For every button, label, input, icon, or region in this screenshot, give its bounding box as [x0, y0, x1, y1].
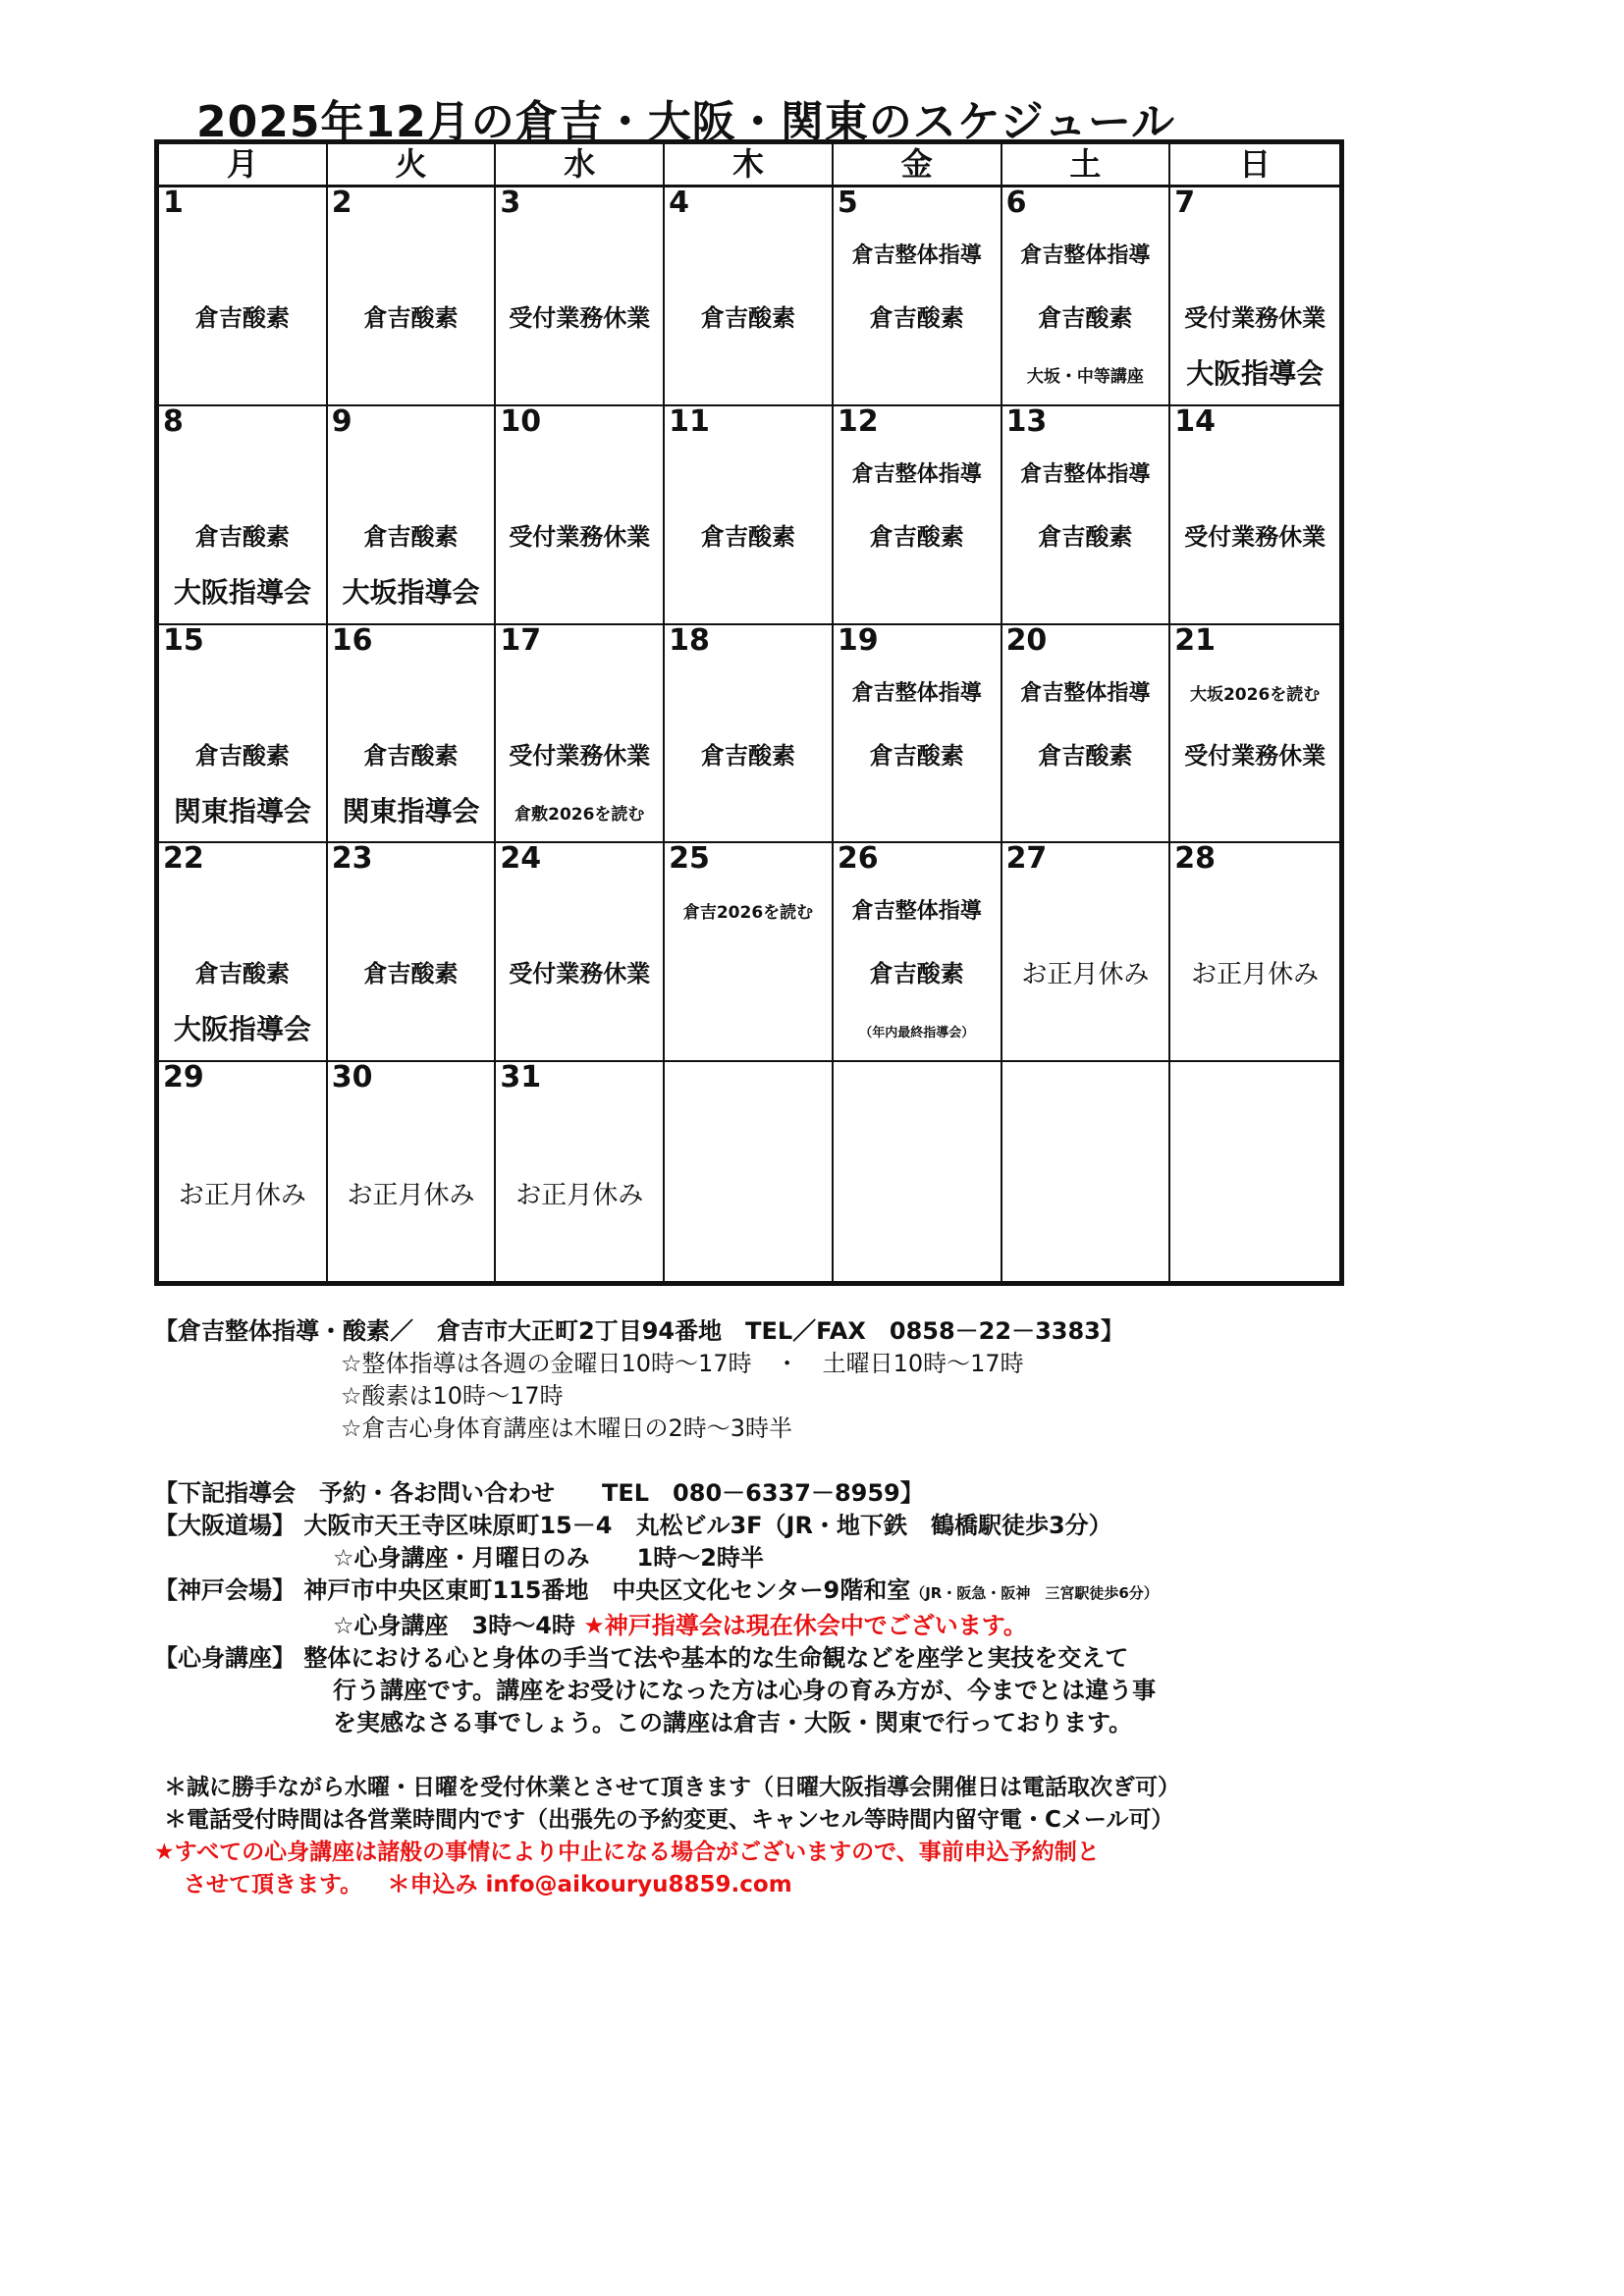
day-cell: [496, 187, 665, 406]
day-number: 21: [1174, 624, 1217, 658]
day-number: 10: [500, 405, 542, 439]
event-main: 受付業務休業: [1184, 522, 1326, 551]
event-main: 倉吉酸素: [194, 741, 290, 770]
day-cell: [1002, 187, 1171, 406]
day-cell: [496, 1062, 665, 1281]
day-cell: [1170, 843, 1339, 1062]
day-number: 20: [1005, 624, 1048, 658]
event-main: 倉吉酸素: [194, 960, 290, 988]
apply-email[interactable]: ＊申込み info@aikouryu8859.com: [387, 1872, 792, 1897]
day-number: 19: [837, 624, 879, 658]
kurayoshi-line: ☆酸素は10時～17時: [341, 1382, 564, 1410]
osaka-note: ☆心身講座・月曜日のみ 1時～2時半: [333, 1544, 764, 1572]
osaka-address: 大阪市天王寺区味原町15－4 丸松ビル3F（JR・地下鉄 鶴橋駅徒歩3分）: [303, 1512, 1112, 1539]
kobe-access: （JR・阪急・阪神 三宮駅徒歩6分）: [910, 1584, 1159, 1602]
event-top: 倉吉整体指導: [1020, 680, 1151, 706]
event-main: 倉吉酸素: [194, 304, 290, 332]
day-number: 29: [163, 1062, 204, 1095]
note-closed-days: ＊誠に勝手ながら水曜・日曜を受付休業とさせて頂きます（日曜大阪指導会開催日は電話取次ぎ可）: [164, 1775, 1180, 1800]
event-main: 倉吉酸素: [869, 741, 964, 770]
day-cell: [159, 406, 328, 625]
day-number: 9: [331, 405, 352, 439]
day-cell: [665, 187, 834, 406]
shinshin-line: 行う講座です。講座をお受けになった方は心身の育み方が、今までとは違う事: [333, 1677, 1157, 1704]
shinshin-line: を実感なさる事でしょう。この講座は倉吉・大阪・関東で行っております。: [333, 1709, 1133, 1736]
day-cell: [834, 1062, 1002, 1281]
calendar-grid: [154, 139, 1344, 1286]
event-main: 倉吉酸素: [700, 741, 795, 770]
day-cell: [159, 187, 328, 406]
day-cell: [834, 625, 1002, 844]
event-top: 倉吉整体指導: [1020, 461, 1151, 487]
note-phone-hours: ＊電話受付時間は各営業時間内です（出張先の予約変更、キャンセル等時間内留守電・Cメール可）: [164, 1807, 1174, 1833]
day-cell: [1002, 1062, 1171, 1281]
reservation-header: 【下記指導会 予約・各お問い合わせ TEL 080－6337－8959】: [154, 1479, 924, 1507]
event-top: 倉吉整体指導: [851, 243, 982, 268]
day-number: 15: [163, 624, 204, 658]
kobe-closed-notice: ★神戸指導会は現在休会中でございます。: [583, 1612, 1027, 1639]
weekday-header: 日: [1170, 144, 1339, 187]
event-main: 倉吉酸素: [363, 522, 459, 551]
page-title: 2025年12月の倉吉・大阪・関東のスケジュール: [196, 97, 1176, 147]
day-number: 14: [1174, 405, 1217, 439]
day-number: 5: [837, 187, 858, 220]
day-number: 18: [669, 624, 710, 658]
day-number: 2: [331, 187, 352, 220]
weekday-header: 土: [1002, 144, 1171, 187]
event-top: 倉吉整体指導: [851, 461, 982, 487]
shinshin-line: 整体における心と身体の手当て法や基本的な生命観などを座学と実技を交えて: [303, 1644, 1129, 1672]
day-cell: [834, 187, 1002, 406]
event-main: 倉吉酸素: [194, 522, 290, 551]
day-cell: [1170, 625, 1339, 844]
day-cell: [496, 625, 665, 844]
day-number: 17: [500, 624, 542, 658]
day-number: 25: [669, 843, 710, 877]
event-main: 倉吉酸素: [869, 304, 964, 332]
weekday-header: 水: [496, 144, 665, 187]
day-cell: [328, 406, 497, 625]
osaka-row: [154, 1510, 1372, 1542]
day-cell: [1002, 625, 1171, 844]
day-number: 30: [331, 1062, 373, 1095]
event-main: 倉吉酸素: [363, 304, 459, 332]
kobe-row: [154, 1575, 1372, 1610]
day-cell: [328, 843, 497, 1062]
event-main: 倉吉酸素: [700, 304, 795, 332]
event-bottom: 大阪指導会: [173, 1013, 311, 1046]
day-number: 26: [837, 843, 879, 877]
event-main: 受付業務休業: [509, 741, 651, 770]
info-section: [154, 1315, 1372, 1901]
day-number: 6: [1005, 187, 1027, 220]
kobe-note-row: [154, 1610, 1372, 1642]
event-main: お正月休み: [178, 1181, 306, 1211]
event-bottom: 倉敷2026を読む: [514, 804, 645, 825]
event-main: 倉吉酸素: [363, 741, 459, 770]
event-main: 受付業務休業: [509, 960, 651, 988]
day-cell: [159, 843, 328, 1062]
day-number: 3: [500, 187, 521, 220]
weekday-header: 木: [665, 144, 834, 187]
kurayoshi-header: 【倉吉整体指導・酸素／ 倉吉市大正町2丁目94番地 TEL／FAX 0858－22－3383】: [154, 1317, 1124, 1345]
event-bottom: （年内最終指導会）: [859, 1026, 975, 1041]
day-cell: [1002, 406, 1171, 625]
event-bottom: 大坂・中等講座: [1026, 367, 1144, 387]
day-number: 22: [163, 843, 204, 877]
event-bottom: 大坂指導会: [342, 575, 480, 609]
event-bottom: 関東指導会: [342, 794, 480, 828]
note-cancel-warning-cont: させて頂きます。: [184, 1872, 363, 1897]
event-top: 大坂2026を読む: [1189, 684, 1321, 705]
day-number: 16: [331, 624, 373, 658]
day-cell: [159, 625, 328, 844]
event-main: 倉吉酸素: [869, 522, 964, 551]
event-main: 受付業務休業: [1184, 304, 1326, 332]
day-cell: [665, 406, 834, 625]
note-cancel-warning: ★すべての心身講座は諸般の事情により中止になる場合がございますので、事前申込予約制と: [154, 1840, 1100, 1865]
event-main: 倉吉酸素: [1038, 741, 1133, 770]
day-cell: [328, 187, 497, 406]
day-cell: [1170, 406, 1339, 625]
event-main: 受付業務休業: [509, 304, 651, 332]
day-cell: [665, 625, 834, 844]
event-main: お正月休み: [1021, 960, 1150, 990]
day-number: 28: [1174, 843, 1217, 877]
day-number: 1: [163, 187, 184, 220]
event-main: お正月休み: [1191, 960, 1320, 990]
event-bottom: 大阪指導会: [173, 575, 311, 609]
day-cell: [496, 406, 665, 625]
kobe-note: ☆心身講座 3時～4時: [333, 1612, 575, 1639]
event-main: お正月休み: [347, 1181, 475, 1211]
shinshin-label: 【心身講座】: [154, 1644, 296, 1672]
osaka-label: 【大阪道場】: [154, 1512, 296, 1539]
weekday-header: 金: [834, 144, 1002, 187]
day-number: 27: [1005, 843, 1048, 877]
kurayoshi-line: ☆整体指導は各週の金曜日10時～17時 ・ 土曜日10時～17時: [341, 1350, 1024, 1377]
day-cell: [1170, 1062, 1339, 1281]
event-main: 倉吉酸素: [869, 960, 964, 988]
day-cell: [328, 625, 497, 844]
event-main: お正月休み: [515, 1181, 644, 1211]
day-cell: [159, 1062, 328, 1281]
day-cell: [665, 843, 834, 1062]
event-bottom: 大阪指導会: [1186, 357, 1325, 390]
day-number: 11: [669, 405, 710, 439]
kobe-address: 神戸市中央区東町115番地 中央区文化センター9階和室: [303, 1576, 911, 1604]
event-main: 倉吉酸素: [363, 960, 459, 988]
day-number: 7: [1174, 187, 1196, 220]
day-cell: [328, 1062, 497, 1281]
day-cell: [496, 843, 665, 1062]
day-cell: [1170, 187, 1339, 406]
day-number: 12: [837, 405, 879, 439]
note-apply-row: [154, 1869, 1372, 1901]
day-number: 31: [500, 1062, 542, 1095]
day-cell: [1002, 843, 1171, 1062]
event-top: 倉吉整体指導: [851, 680, 982, 706]
day-cell: [665, 1062, 834, 1281]
event-top: 倉吉整体指導: [1020, 243, 1151, 268]
kobe-label: 【神戸会場】: [154, 1576, 296, 1604]
event-main: 受付業務休業: [1184, 741, 1326, 770]
day-number: 13: [1005, 405, 1048, 439]
event-top: 倉吉整体指導: [851, 899, 982, 925]
shinshin-row: [154, 1642, 1372, 1675]
event-top: 倉吉2026を読む: [682, 903, 814, 924]
event-bottom: 関東指導会: [173, 794, 311, 828]
day-number: 24: [500, 843, 542, 877]
weekday-header: 火: [328, 144, 497, 187]
event-main: 倉吉酸素: [1038, 304, 1133, 332]
day-number: 23: [331, 843, 373, 877]
event-main: 倉吉酸素: [700, 522, 795, 551]
weekday-header: 月: [159, 144, 328, 187]
day-number: 8: [163, 405, 184, 439]
day-cell: [834, 843, 1002, 1062]
day-number: 4: [669, 187, 690, 220]
kurayoshi-line: ☆倉吉心身体育講座は木曜日の2時～3時半: [341, 1415, 793, 1442]
event-main: 受付業務休業: [509, 522, 651, 551]
event-main: 倉吉酸素: [1038, 522, 1133, 551]
day-cell: [834, 406, 1002, 625]
